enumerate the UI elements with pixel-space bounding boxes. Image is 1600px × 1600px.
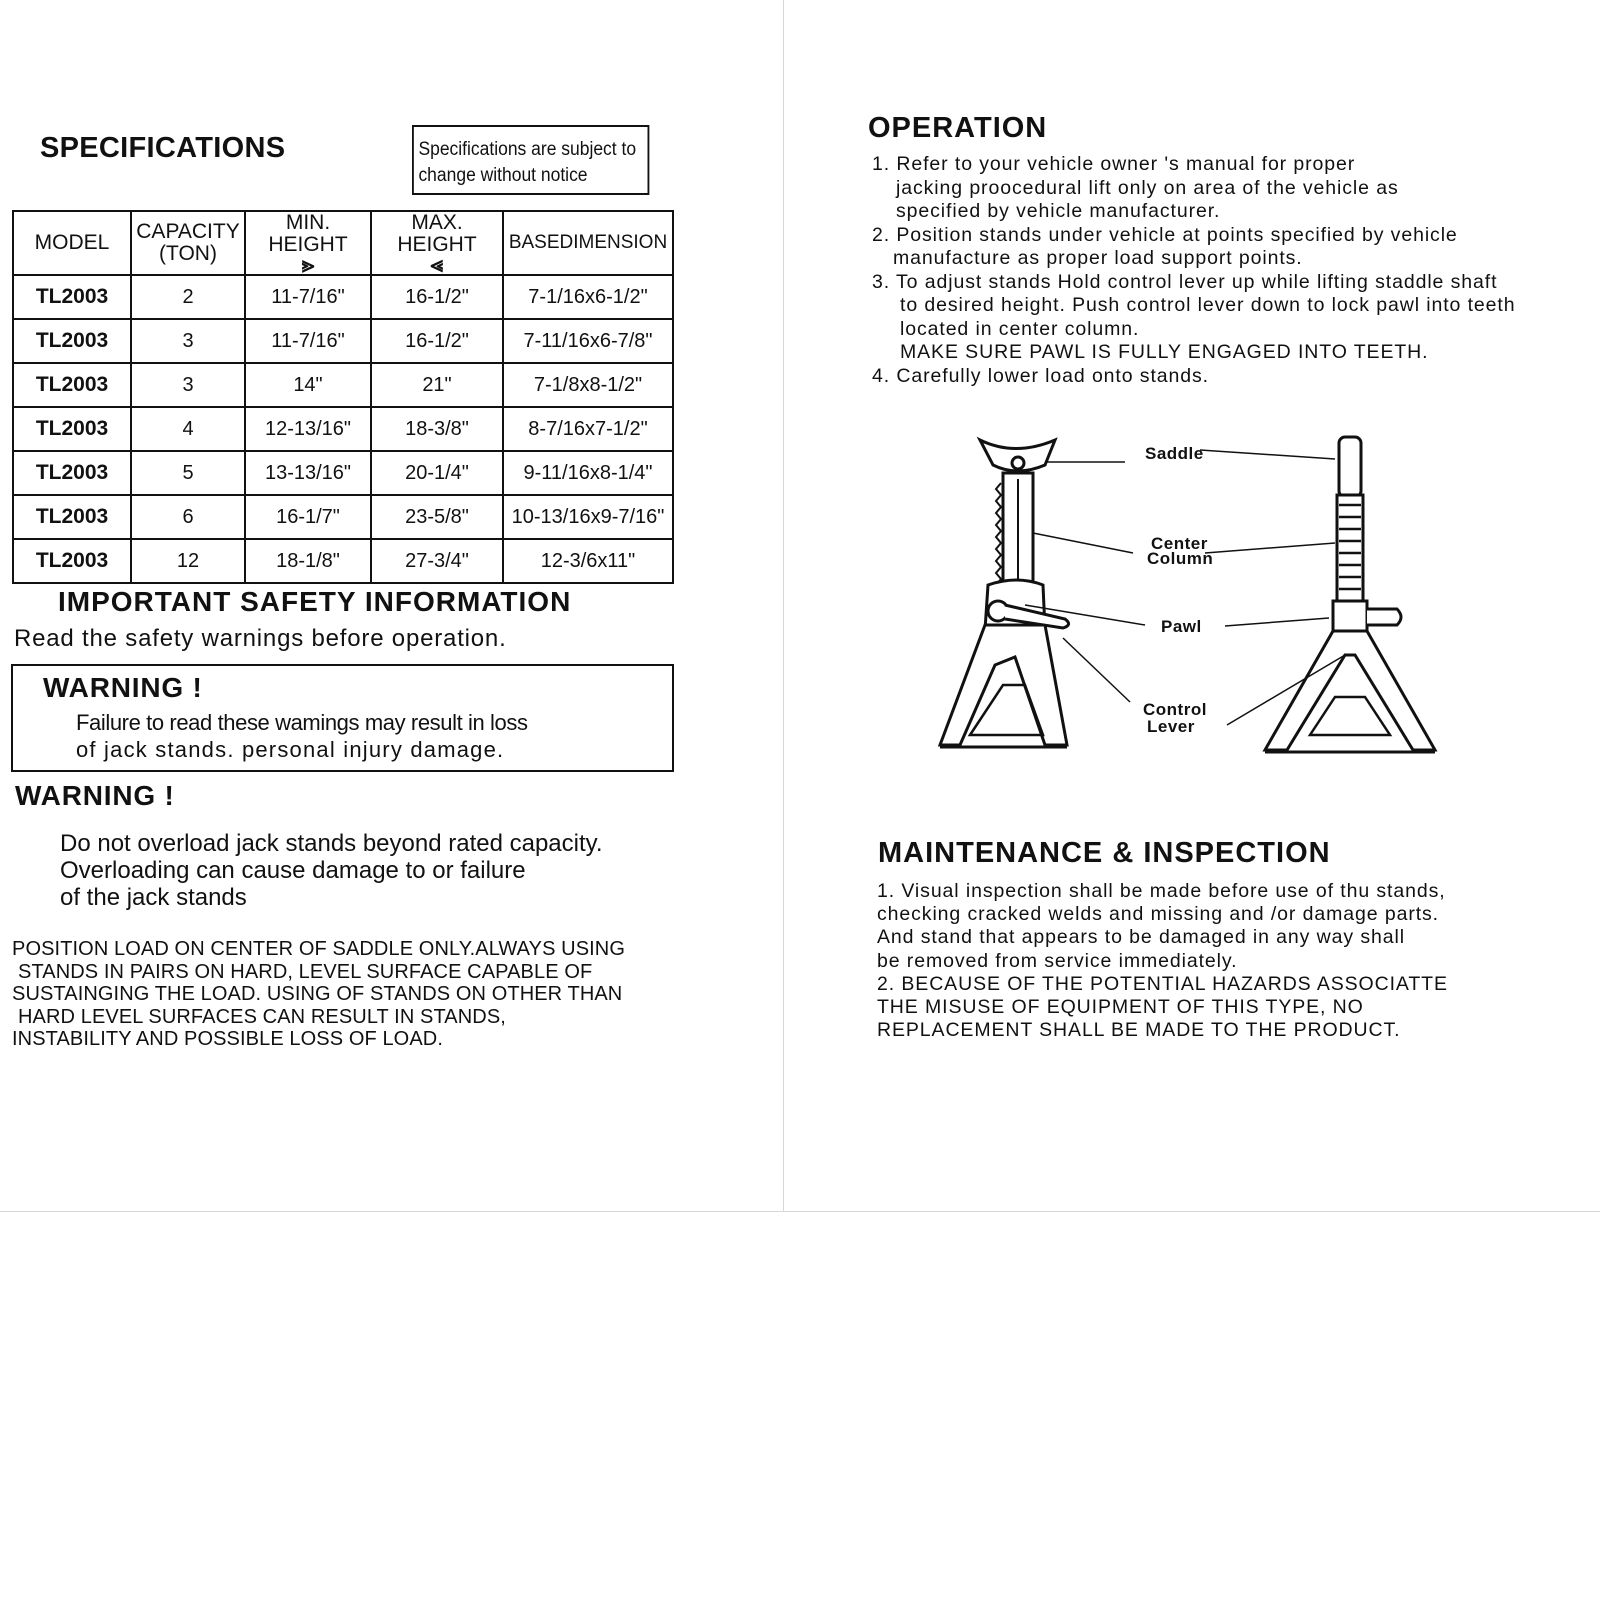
label-control-lever-2: Lever [1147, 717, 1195, 736]
cell-max-height: 20-1/4" [371, 451, 503, 495]
cell-min-height: 16-1/7" [245, 495, 371, 539]
label-pawl: Pawl [1161, 617, 1202, 636]
warning-title: WARNING ! [43, 672, 203, 703]
maintenance-line: And stand that appears to be damaged in any way shall [877, 926, 1405, 949]
maintenance-line: 2. BECAUSE OF THE POTENTIAL HAZARDS ASSOCIATTE [877, 972, 1448, 995]
warning-line: Do not overload jack stands beyond rated capacity. [60, 830, 603, 857]
label-saddle: Saddle [1145, 444, 1204, 463]
cell-capacity: 4 [131, 407, 245, 451]
label-center-column-2: Column [1147, 549, 1214, 568]
cell-base-dimension: 12-3/6x11" [503, 539, 673, 583]
cell-max-height: 27-3/4" [371, 539, 503, 583]
spec-table-row [13, 275, 673, 319]
operation-line: located in center column. [900, 317, 1140, 340]
cell-base-dimension: 9-11/16x8-1/4" [503, 451, 673, 495]
maintenance-line: 1. Visual inspection shall be made before use of thu stands, [877, 880, 1446, 902]
page-fold-divider [783, 0, 784, 1212]
warning-text-2 [60, 830, 603, 911]
warning-box [11, 664, 674, 772]
operation-line: specified by vehicle manufacturer. [896, 200, 1221, 222]
jack-stand-front-view [1265, 437, 1435, 752]
cell-model: TL2003 [13, 363, 131, 407]
operation-line: manufacture as proper load support points. [893, 247, 1303, 269]
cell-capacity: 3 [131, 319, 245, 363]
cell-base-dimension: 10-13/16x9-7/16" [503, 495, 673, 539]
load-position-notice [12, 938, 625, 1051]
operation-line: 1. Refer to your vehicle owner 's manual for proper [872, 153, 1356, 175]
spec-table-row [13, 319, 673, 363]
maintenance-line: THE MISUSE OF EQUIPMENT OF THIS TYPE, NO [877, 996, 1364, 1019]
cell-min-height: 18-1/8" [245, 539, 371, 583]
warning-line: Overloading can cause damage to or failure [60, 857, 526, 884]
header-min-height-label: MIN. HEIGHT [268, 211, 348, 256]
operation-steps [872, 153, 1515, 388]
warning-line: of the jack stands [60, 884, 247, 911]
spec-table-row [13, 495, 673, 539]
maintenance-line: be removed from service immediately. [877, 949, 1238, 972]
cell-capacity: 5 [131, 451, 245, 495]
cell-model: TL2003 [13, 319, 131, 363]
operation-line: to desired height. Push control lever down to lock pawl into teeth [900, 294, 1516, 316]
max-height-arrow-icon: ⪡ [430, 252, 444, 277]
spec-notice-box [412, 125, 649, 195]
cell-max-height: 16-1/2" [371, 319, 503, 363]
notice-line: POSITION LOAD ON CENTER OF SADDLE ONLY.ALWAYS USING [12, 938, 625, 960]
cell-model: TL2003 [13, 495, 131, 539]
cell-max-height: 16-1/2" [371, 275, 503, 319]
cell-base-dimension: 7-1/8x8-1/2" [503, 363, 673, 407]
safety-subtitle: Read the safety warnings before operation. [14, 625, 507, 652]
page-bottom-edge [0, 1211, 1600, 1212]
notice-line: change without notice [418, 165, 588, 186]
cell-model: TL2003 [13, 451, 131, 495]
cell-max-height: 23-5/8" [371, 495, 503, 539]
maintenance-steps [877, 880, 1448, 1042]
operation-line: jacking proocedural lift only on area of the vehicle as [896, 176, 1399, 199]
operation-line: 2. Position stands under vehicle at points specified by vehicle [872, 223, 1458, 246]
cell-min-height: 11-7/16" [245, 275, 371, 319]
min-height-arrow-icon: ⪢ [301, 252, 315, 277]
cell-max-height: 18-3/8" [371, 407, 503, 451]
cell-base-dimension: 8-7/16x7-1/2" [503, 407, 673, 451]
specifications-title: SPECIFICATIONS [40, 132, 286, 164]
spec-table-row [13, 451, 673, 495]
cell-min-height: 12-13/16" [245, 407, 371, 451]
warning-text: Failure to read these wamings may result in loss [76, 710, 528, 735]
callout-lines [1025, 450, 1345, 725]
maintenance-line: REPLACEMENT SHALL BE MADE TO THE PRODUCT. [877, 1019, 1401, 1042]
cell-model: TL2003 [13, 275, 131, 319]
safety-title: IMPORTANT SAFETY INFORMATION [58, 586, 572, 617]
spec-table-row [13, 363, 673, 407]
notice-line: STANDS IN PAIRS ON HARD, LEVEL SURFACE CAPABLE OF [18, 960, 593, 983]
cell-model: TL2003 [13, 407, 131, 451]
notice-line: Specifications are subject to [418, 139, 637, 160]
jack-stand-side-view [940, 440, 1069, 747]
label-center-column: Center [1151, 534, 1208, 553]
header-capacity-line2: (TON) [159, 242, 217, 265]
header-max-height-label: MAX. HEIGHT [397, 211, 477, 256]
header-model: MODEL [13, 211, 131, 275]
notice-line: INSTABILITY AND POSSIBLE LOSS OF LOAD. [12, 1028, 443, 1050]
header-capacity-line1: CAPACITY [136, 220, 240, 243]
cell-capacity: 2 [131, 275, 245, 319]
cell-max-height: 21" [371, 363, 503, 407]
notice-line: SUSTAINGING THE LOAD. USING OF STANDS ON OTHER THAN [12, 983, 623, 1005]
spec-table-row [13, 407, 673, 451]
cell-min-height: 11-7/16" [245, 319, 371, 363]
cell-capacity: 6 [131, 495, 245, 539]
maintenance-line: checking cracked welds and missing and /or damage parts. [877, 903, 1439, 926]
cell-model: TL2003 [13, 539, 131, 583]
spec-table [12, 210, 674, 584]
cell-capacity: 12 [131, 539, 245, 583]
header-max-height [371, 211, 503, 275]
cell-capacity: 3 [131, 363, 245, 407]
header-capacity [131, 211, 245, 275]
jack-stand-diagram [925, 435, 1445, 775]
label-control-lever: Control [1143, 700, 1207, 719]
cell-min-height: 14" [245, 363, 371, 407]
spec-table-row [13, 539, 673, 583]
cell-base-dimension: 7-1/16x6-1/2" [503, 275, 673, 319]
warning-title-2: WARNING ! [15, 780, 175, 811]
cell-min-height: 13-13/16" [245, 451, 371, 495]
warning-text: of jack stands. personal injury damage. [76, 737, 505, 762]
operation-line: 3. To adjust stands Hold control lever up while lifting staddle shaft [872, 270, 1498, 293]
header-base-dimension: BASEDIMENSION [503, 211, 673, 275]
notice-line: HARD LEVEL SURFACES CAN RESULT IN STANDS, [18, 1005, 506, 1028]
operation-line: MAKE SURE PAWL IS FULLY ENGAGED INTO TEETH. [900, 341, 1429, 363]
header-min-height [245, 211, 371, 275]
cell-base-dimension: 7-11/16x6-7/8" [503, 319, 673, 363]
spec-table-header [13, 211, 673, 275]
maintenance-title: MAINTENANCE & INSPECTION [878, 837, 1331, 869]
operation-title: OPERATION [868, 112, 1048, 144]
operation-line: 4. Carefully lower load onto stands. [872, 364, 1209, 387]
